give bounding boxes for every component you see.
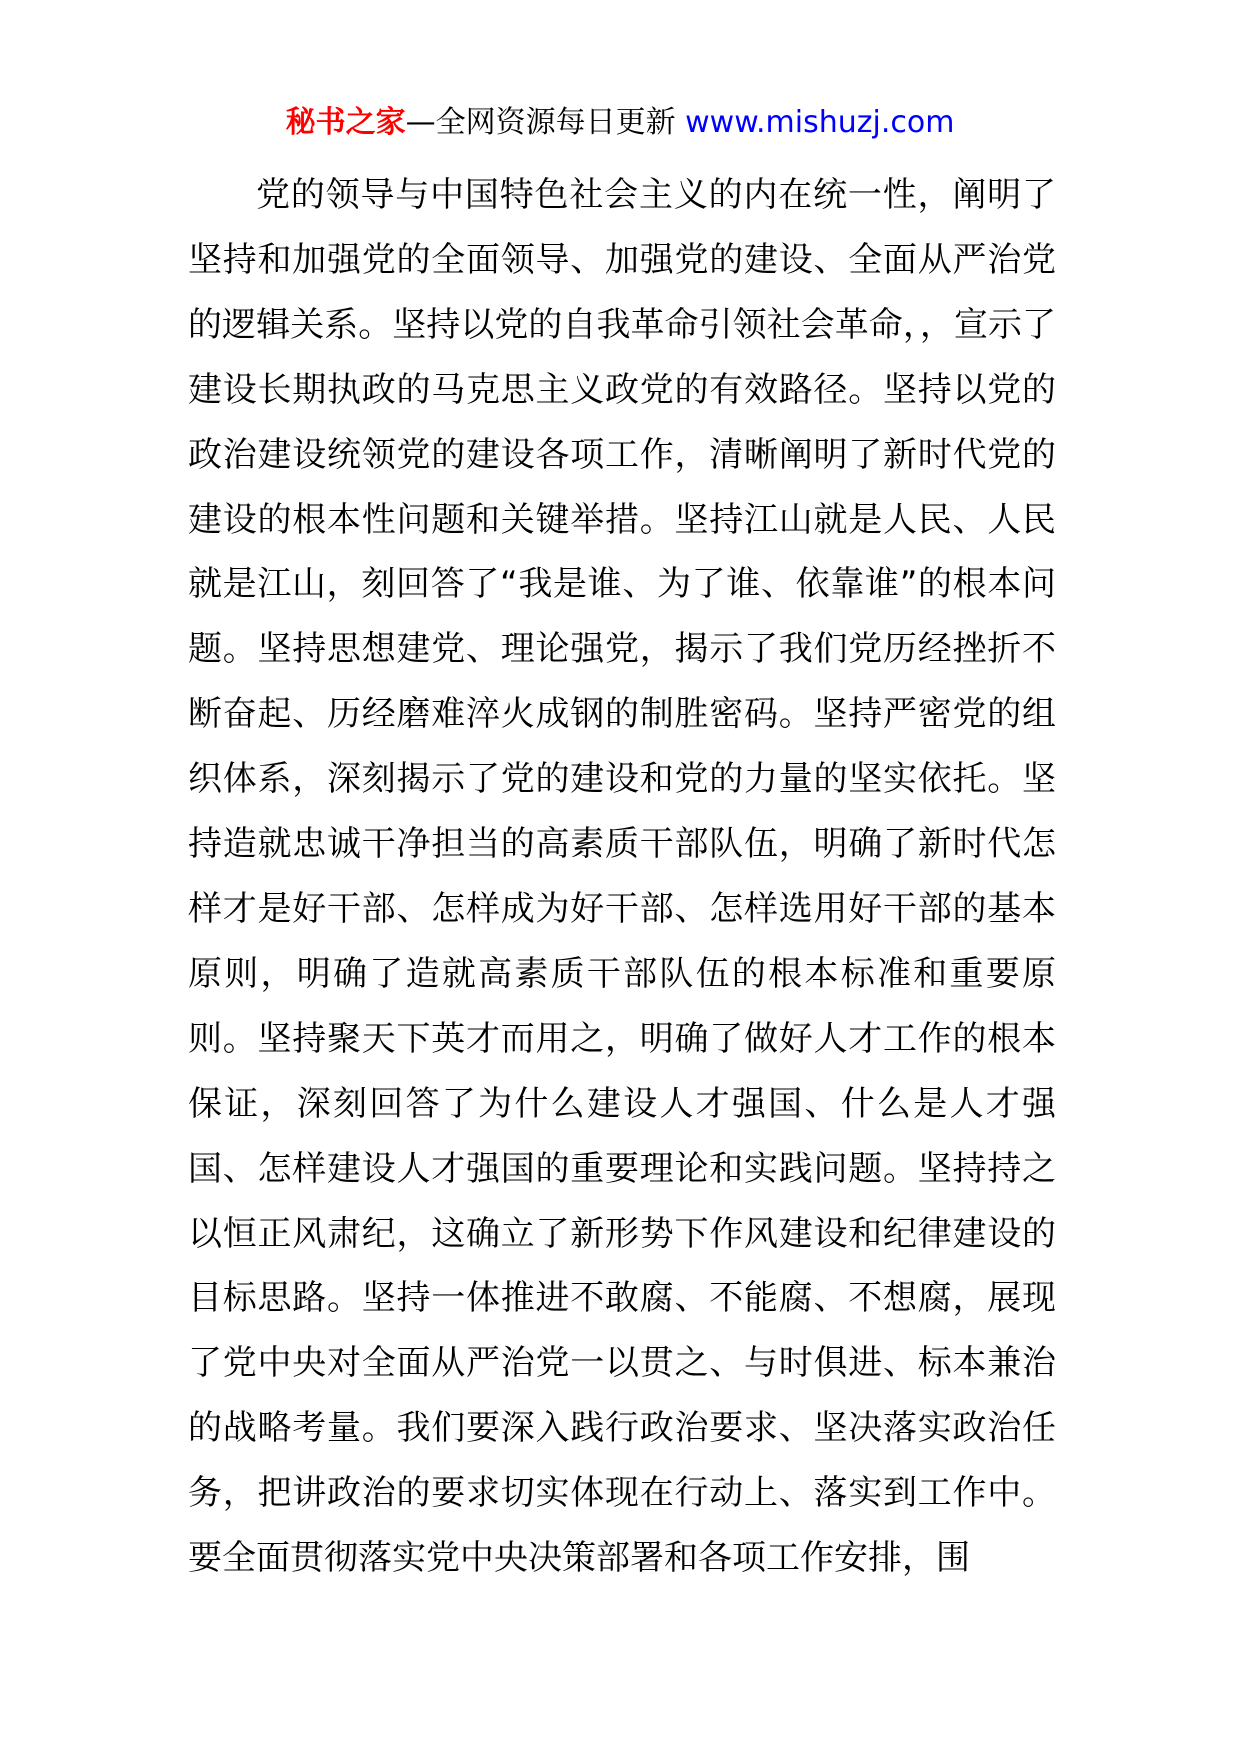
page-header xyxy=(0,103,1240,143)
brand-name: 秘书之家 xyxy=(285,105,406,140)
body-paragraph: 党的领导与中国特色社会主义的内在统一性，阐明了坚持和加强党的全面领导、加强党的建设、全面从严治党的逻辑关系。坚持以党的自我革命引领社会革命，，宣示了建设长期执政的马克思主义政党的有效路径。坚持以党的政治建设统领党的建设各项工作，清晰阐明了新时代党的建设的根本性问题和关键举措。坚持江山就是人民、人民就是江山，刻回答了“我是谁、为了谁、依靠谁”的根本问题。坚持思想建党、理论强党，揭示了我们党历经挫折不断奋起、历经磨难淬火成钢的制胜密码。坚持严密党的组织体系，深刻揭示了党的建设和党的力量的坚实依托。坚持造就忠诚干净担当的高素质干部队伍，明确了新时代怎样才是好干部、怎样成为好干部、怎样选用好干部的基本原则，明确了造就高素质干部队伍的根本标准和重要原则。坚持聚天下英才而用之，明确了做好人才工作的根本保证，深刻回答了为什么建设人才强国、什么是人才强国、怎样建设人才强国的重要理论和实践问题。坚持持之以恒正风肃纪，这确立了新形势下作风建设和纪律建设的目标思路。坚持一体推进不敢腐、不能腐、不想腐，展现了党中央对全面从严治党一以贯之、与时俱进、标本兼治的战略考量。我们要深入践行政治要求、坚决落实政治任务，把讲政治的要求切实体现在行动上、落实到工作中。要全面贯彻落实党中央决策部署和各项工作安排，围 xyxy=(188,175,1056,1579)
website-url-link[interactable]: www.mishuzj.com xyxy=(685,105,955,140)
header-tagline: —全网资源每日更新 xyxy=(405,105,676,140)
